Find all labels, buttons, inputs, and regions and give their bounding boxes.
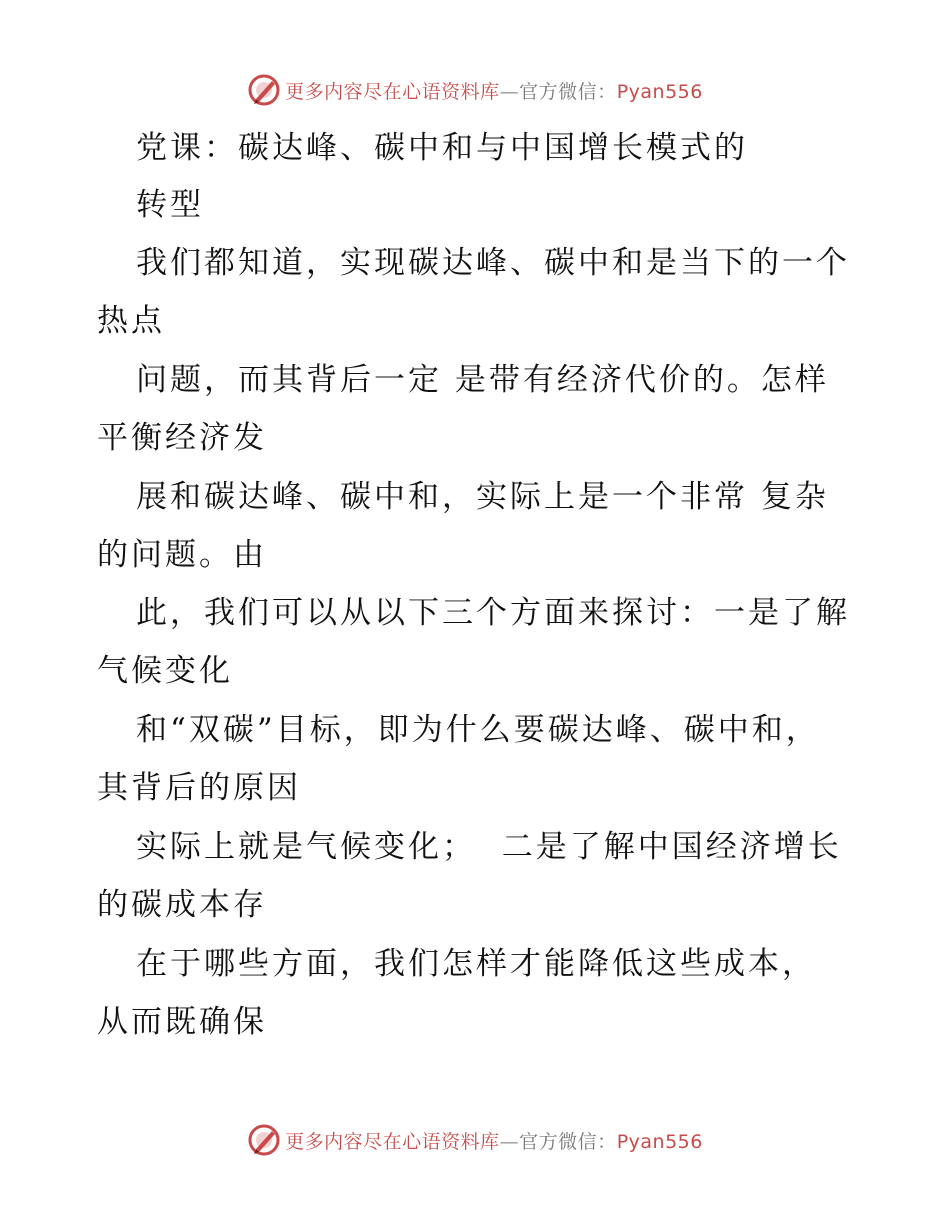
watermark-prefix: 更多内容尽在心语资料库 [285,1130,500,1153]
watermark-id: Pyan556 [616,80,703,103]
text-line: 转型 [136,187,204,223]
text-line: 平衡经济发 [97,420,267,456]
text-line: 其背后的原因 [97,770,301,806]
text-line: 展和碳达峰、碳中和，实际上是一个非常 复杂 [136,479,829,515]
text-line: 党课：碳达峰、碳中和与中国增长模式的 [136,130,748,166]
footer-watermark [0,1120,950,1160]
pen-circle-icon [247,73,281,107]
text-line: 热点 [97,303,165,339]
text-line: 的问题。由 [97,537,267,573]
text-line: 的碳成本存 [97,887,267,923]
watermark-prefix: 更多内容尽在心语资料库 [285,80,500,103]
watermark-id: Pyan556 [616,1130,703,1153]
text-line: 问题，而其背后一定 是带有经济代价的。怎样 [136,362,829,398]
text-line: 此，我们可以从以下三个方面来探讨：一是了解 [136,595,850,631]
text-line: 气候变化 [97,653,233,689]
text-line: 从而既确保 [97,1004,267,1040]
header-watermark [0,70,950,110]
text-line: 我们都知道，实现碳达峰、碳中和是当下的一个 [136,245,850,281]
watermark-dash: — [499,1130,520,1153]
text-line: 在于哪些方面，我们怎样才能降低这些成本， [136,946,816,982]
pen-circle-icon [247,1123,281,1157]
watermark-official: 官方微信： [519,80,617,103]
watermark-official: 官方微信： [519,1130,617,1153]
text-line: 和“双碳”目标，即为什么要碳达峰、碳中和， [136,712,820,748]
watermark-dash: — [499,80,520,103]
text-line: 实际上就是气候变化； 二是了解中国经济增长 [136,829,842,865]
